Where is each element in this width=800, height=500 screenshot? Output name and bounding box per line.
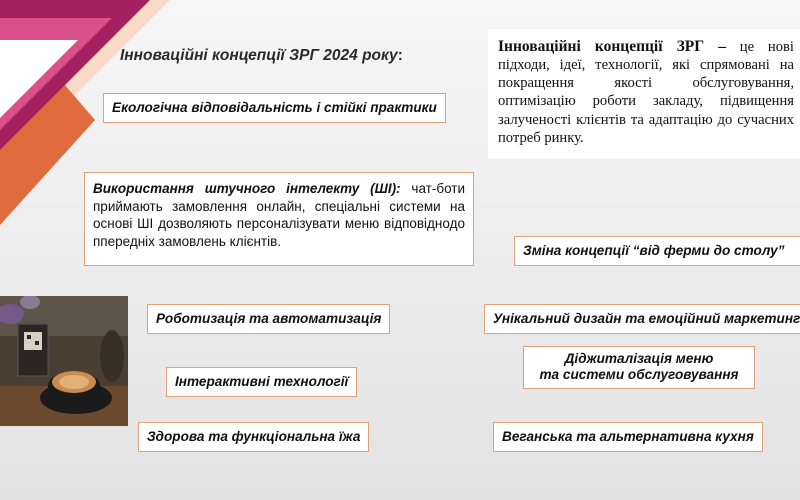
item-ecology: Екологічна відповідальність і стійкі практики xyxy=(103,93,446,123)
page-title: Інноваційні концепції ЗРГ 2024 року: xyxy=(120,47,403,64)
item-robotization: Роботизація та автоматизація xyxy=(147,304,390,334)
item-farm-to-table: Зміна концепції “від ферми до столу” xyxy=(514,236,800,266)
ai-box xyxy=(84,172,474,266)
ai-term: Використання штучного інтелекту (ШІ): xyxy=(93,181,401,196)
item-design: Унікальний дизайн та емоційний маркетинг xyxy=(484,304,800,334)
item-healthy: Здорова та функціональна їжа xyxy=(138,422,369,452)
definition-term: Інноваційні концепції ЗРГ – xyxy=(498,38,726,55)
definition-box xyxy=(488,29,800,159)
ai-text: чат-боти приймають замовлення онлайн, спеціальні системи на основі ШІ дозволяють персоналізувати меню відповіднодо ппередніх замовлень клієнтів. xyxy=(93,181,465,249)
definition-text: це нові підходи, ідеї, технології, які спрямовані на покращення якості обслуговування, оптимізацію роботи закладу, підвищення залученості клієнтів та адаптацію до сучасних потреб ринку. xyxy=(498,39,794,146)
item-interactive: Інтерактивні технології xyxy=(166,367,357,397)
item-digital-menu: Діджиталізація меню та системи обслуговування xyxy=(523,346,755,389)
item-vegan: Веганська та альтернативна кухня xyxy=(493,422,763,452)
coffee-photo xyxy=(0,296,128,426)
